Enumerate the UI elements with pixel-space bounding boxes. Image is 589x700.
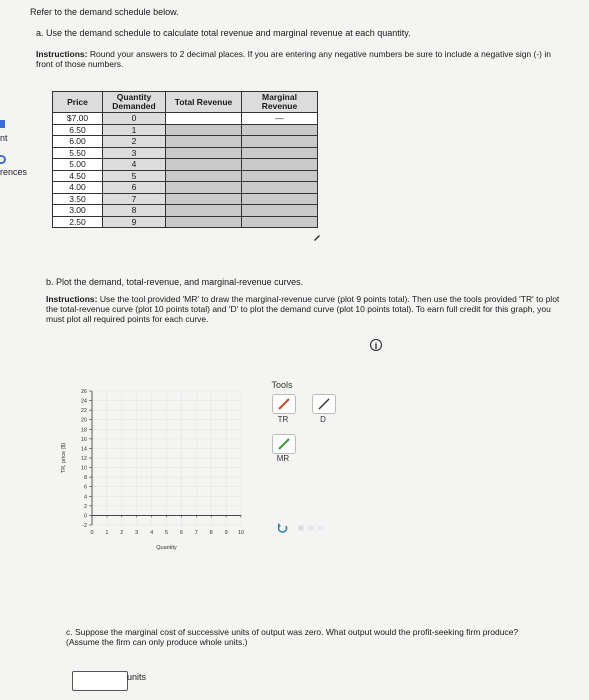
table-row bbox=[53, 182, 318, 194]
quantity-cell: 1 bbox=[103, 124, 166, 136]
sidebar-item-references[interactable]: rences bbox=[0, 167, 28, 177]
y-tick-label: 22 bbox=[80, 408, 87, 415]
instructions-text: Use the tool provided 'MR' to draw the marginal-revenue curve (plot 9 points total). Then use the tools provided 'TR' to plot the total-revenue curve (plot 10 points total) and 'D' to plot the demand curve (plot 10 points total). To earn full credit for this graph, you must plot all required points for each curve. bbox=[46, 294, 560, 324]
units-label: units bbox=[127, 672, 147, 682]
price-cell: 2.50 bbox=[53, 216, 103, 228]
price-cell: 6.00 bbox=[53, 136, 103, 148]
x-tick-label: 7 bbox=[194, 530, 198, 536]
table-row bbox=[53, 216, 318, 228]
marginal-revenue-input[interactable] bbox=[242, 136, 318, 148]
output-answer-input[interactable] bbox=[72, 671, 128, 691]
sidebar-ring-icon bbox=[0, 155, 6, 164]
marginal-revenue-input[interactable] bbox=[242, 159, 318, 171]
instructions-label: Instructions: bbox=[46, 294, 98, 304]
y-tick-label: 6 bbox=[83, 484, 87, 491]
y-tick-label: 18 bbox=[80, 427, 87, 434]
marginal-revenue-input[interactable] bbox=[242, 124, 318, 136]
sidebar-item-fragment[interactable]: nt bbox=[0, 133, 8, 143]
table-row bbox=[53, 136, 318, 148]
y-tick-label: 2 bbox=[83, 503, 87, 510]
y-tick-label: 14 bbox=[80, 446, 87, 453]
x-tick-label: 2 bbox=[120, 530, 124, 536]
x-tick-label: 3 bbox=[135, 530, 139, 536]
total-revenue-input[interactable] bbox=[166, 113, 242, 125]
part-c-question: c. Suppose the marginal cost of successive units of output was zero. What output would the profit-seeking firm produce? (Assume the firm can only produce whole units.) bbox=[66, 627, 519, 647]
undo-icon[interactable] bbox=[276, 522, 290, 534]
x-tick-label: 10 bbox=[237, 530, 245, 536]
table-row bbox=[53, 124, 318, 136]
instructions-label: Instructions: bbox=[36, 49, 88, 59]
marginal-revenue-input[interactable] bbox=[242, 205, 318, 217]
quantity-cell: 3 bbox=[103, 147, 166, 159]
table-row bbox=[53, 159, 318, 171]
marginal-revenue-input[interactable] bbox=[242, 216, 318, 228]
total-revenue-input[interactable] bbox=[166, 147, 242, 159]
total-revenue-input[interactable] bbox=[166, 205, 242, 217]
col-header-total-revenue: Total Revenue bbox=[166, 92, 242, 113]
quantity-cell: 7 bbox=[103, 193, 166, 205]
line-tool-icon bbox=[277, 397, 291, 411]
quantity-cell: 0 bbox=[103, 113, 166, 125]
cursor-mark-icon bbox=[312, 232, 322, 242]
x-tick-label: 6 bbox=[179, 530, 183, 536]
sidebar-marker bbox=[0, 120, 5, 128]
total-revenue-input[interactable] bbox=[166, 159, 242, 171]
price-cell: 6.50 bbox=[53, 124, 103, 136]
d-tool-label: D bbox=[320, 415, 326, 424]
price-cell: 5.00 bbox=[53, 159, 103, 171]
part-b-instructions bbox=[46, 294, 566, 324]
y-tick-label: 8 bbox=[83, 475, 87, 482]
table-row bbox=[53, 113, 318, 125]
price-cell: 3.50 bbox=[53, 193, 103, 205]
marginal-revenue-input[interactable] bbox=[242, 147, 318, 159]
x-tick-label: 4 bbox=[150, 530, 154, 536]
x-axis-label: Quantity bbox=[156, 545, 177, 551]
mr-tool-button[interactable] bbox=[272, 434, 296, 454]
y-tick-label: 4 bbox=[83, 494, 87, 501]
price-cell: 4.00 bbox=[53, 182, 103, 194]
price-cell: 4.50 bbox=[53, 170, 103, 182]
part-a-heading: a. Use the demand schedule to calculate total revenue and marginal revenue at each quantity. bbox=[36, 28, 411, 38]
price-cell: $7.00 bbox=[53, 113, 103, 125]
total-revenue-input[interactable] bbox=[166, 216, 242, 228]
instructions-text: Round your answers to 2 decimal places. If you are entering any negative numbers be sure to include a negative sign (-) in front of those numbers. bbox=[36, 49, 551, 69]
intro-text: Refer to the demand schedule below. bbox=[30, 7, 179, 17]
y-axis-label: TR, price ($) bbox=[61, 442, 67, 474]
line-tool-icon bbox=[317, 397, 331, 411]
total-revenue-input[interactable] bbox=[166, 136, 242, 148]
table-row bbox=[53, 205, 318, 217]
y-tick-label: 24 bbox=[80, 398, 87, 405]
marginal-revenue-input[interactable] bbox=[242, 193, 318, 205]
tr-tool-label: TR bbox=[277, 415, 289, 424]
quantity-cell: 6 bbox=[103, 182, 166, 194]
col-header-quantity: Quantity Demanded bbox=[103, 92, 166, 113]
quantity-cell: 5 bbox=[103, 170, 166, 182]
demand-schedule-table bbox=[52, 91, 318, 228]
line-tool-icon bbox=[277, 437, 291, 451]
d-tool-button[interactable] bbox=[312, 394, 336, 414]
quantity-cell: 9 bbox=[103, 216, 166, 228]
part-a-instructions bbox=[36, 49, 556, 69]
total-revenue-input[interactable] bbox=[166, 193, 242, 205]
quantity-cell: 2 bbox=[103, 136, 166, 148]
y-tick-label: 20 bbox=[80, 417, 87, 424]
y-tick-label: 12 bbox=[80, 456, 87, 462]
x-tick-label: 1 bbox=[105, 530, 109, 536]
col-header-price: Price bbox=[53, 92, 103, 113]
x-tick-label: 5 bbox=[164, 530, 169, 536]
faded-tools-icon bbox=[296, 522, 326, 534]
quantity-cell: 4 bbox=[103, 159, 166, 171]
table-row bbox=[53, 147, 318, 159]
y-tick-label: 26 bbox=[80, 389, 87, 395]
mr-tool-label: MR bbox=[276, 454, 290, 463]
table-row bbox=[53, 170, 318, 182]
total-revenue-input[interactable] bbox=[166, 170, 242, 182]
graph-area[interactable] bbox=[56, 383, 261, 563]
y-tick-label: 0 bbox=[83, 513, 87, 520]
total-revenue-input[interactable] bbox=[166, 124, 242, 136]
table-row bbox=[53, 193, 318, 205]
tools-title: Tools bbox=[271, 380, 293, 390]
y-tick-label: -2 bbox=[82, 523, 87, 529]
x-tick-label: 0 bbox=[90, 530, 94, 536]
part-b-heading: b. Plot the demand, total-revenue, and marginal-revenue curves. bbox=[46, 277, 304, 287]
price-cell: 3.00 bbox=[53, 205, 103, 217]
marginal-revenue-dash: — bbox=[242, 113, 318, 125]
x-tick-label: 8 bbox=[209, 530, 213, 536]
quantity-cell: 8 bbox=[103, 205, 166, 217]
marginal-revenue-input[interactable] bbox=[242, 170, 318, 182]
x-tick-label: 9 bbox=[224, 530, 228, 536]
tr-tool-button[interactable] bbox=[272, 394, 296, 414]
y-tick-label: 16 bbox=[80, 436, 87, 443]
total-revenue-input[interactable] bbox=[166, 182, 242, 194]
marginal-revenue-input[interactable] bbox=[242, 182, 318, 194]
tools-panel bbox=[258, 378, 328, 553]
col-header-marginal-revenue: Marginal Revenue bbox=[242, 92, 318, 113]
info-icon[interactable]: i bbox=[370, 339, 382, 351]
y-tick-label: 10 bbox=[80, 465, 87, 472]
price-cell: 5.50 bbox=[53, 147, 103, 159]
